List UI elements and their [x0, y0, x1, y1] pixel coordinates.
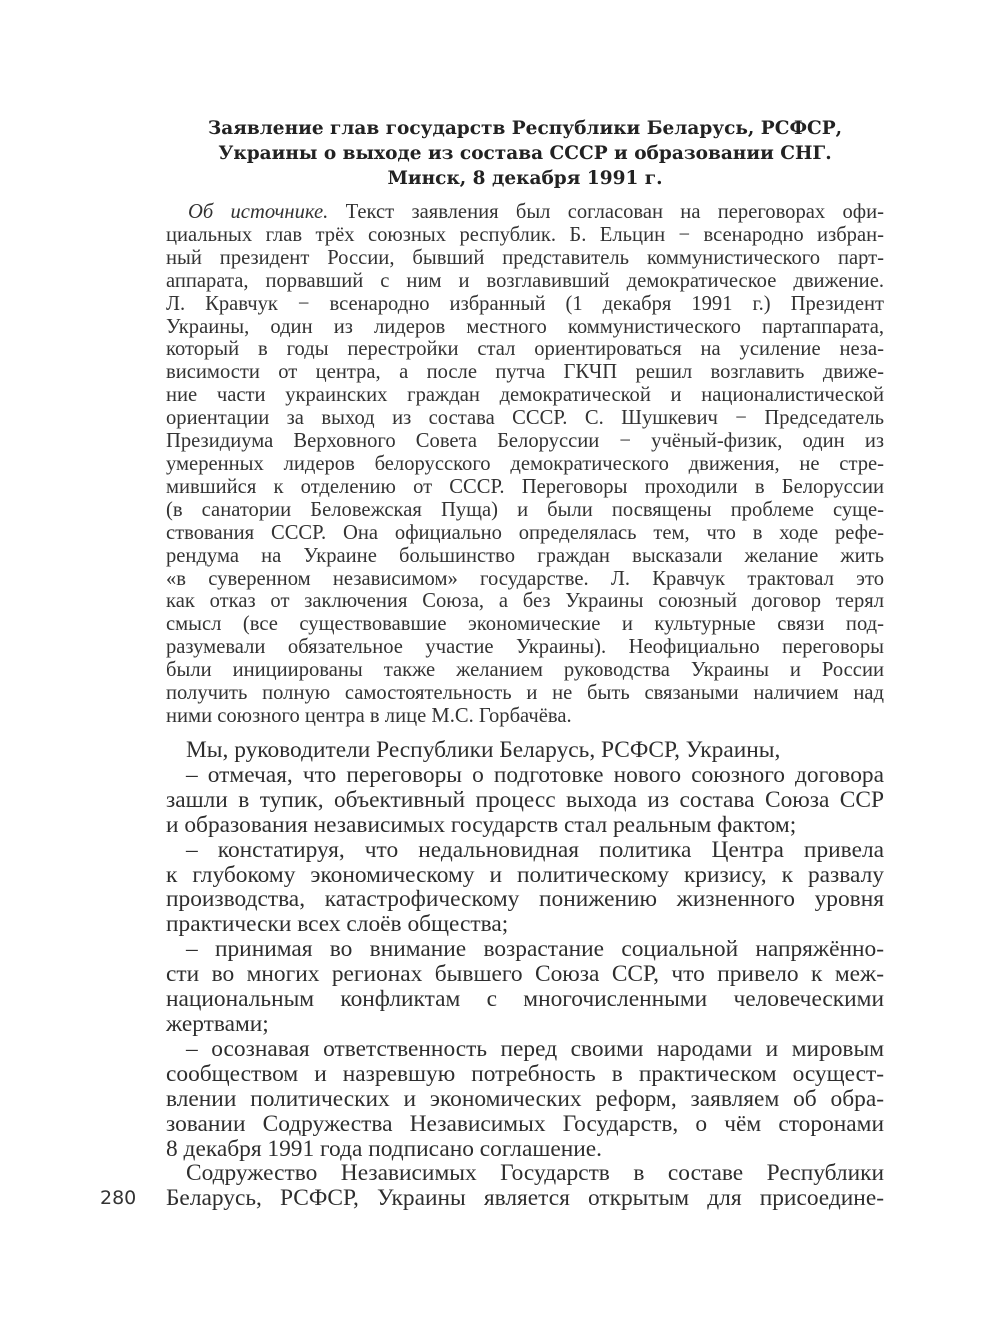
statement-line: к глубокому экономическому и политическому кризису, к развалу [166, 861, 884, 888]
source-note [166, 201, 884, 728]
line-text: разумевали обязательное участие Украины). Неофициально переговоры [166, 636, 884, 659]
source-note-line [166, 201, 884, 224]
line-text: были инициированы также желанием руководства Украины и России [166, 659, 884, 682]
line-text: аппарата, порвавший с ним и возглавивший демократическое движение. [166, 269, 884, 292]
source-note-lead: Об источнике. [188, 201, 329, 223]
source-note-line [166, 453, 884, 476]
statement-line: жертвами; [166, 1010, 269, 1037]
statement-line: и образования независимых государств стал реальным фактом; [166, 811, 797, 838]
source-note-line [166, 705, 884, 728]
source-note-line [166, 682, 884, 705]
statement-paragraph [166, 937, 884, 1037]
document-title [160, 116, 890, 191]
source-note-line [166, 568, 884, 591]
statement-line: – осознавая ответственность перед своими народами и мировым [186, 1035, 884, 1062]
title-line: Заявление глав государств Республики Беларусь, РСФСР, [207, 118, 843, 139]
statement-line: зашли в тупик, объективный процесс выхода из состава Союза ССР [166, 786, 884, 813]
source-note-line [166, 338, 884, 361]
statement-line: национальным конфликтам с многочисленными человеческими [166, 986, 884, 1013]
statement-line: сообществом и назревшую потребность в практическом осущест- [166, 1060, 884, 1087]
line-text: Украины, один из лидеров местного коммунистического партаппарата, [166, 315, 884, 338]
statement-line: производства, катастрофическому понижению жизненного уровня [166, 886, 884, 913]
title-line: Украины о выходе из состава СССР и образовании СНГ. [218, 143, 832, 164]
line-text: висимости от центра, а после путча ГКЧП решил возглавить движе- [166, 361, 884, 384]
statement-paragraph [166, 738, 884, 763]
statement-line: Содружество Независимых Государств в составе Республики [186, 1160, 884, 1187]
source-note-line [166, 270, 884, 293]
source-note-line [166, 590, 884, 613]
statement-line: зовании Содружества Независимых Государств, о чём сторонами [166, 1110, 884, 1137]
source-note-line [166, 247, 884, 270]
source-note-line [166, 384, 884, 407]
line-text: как отказ от заключения Союза, а без Украины союзный договор терял [166, 590, 884, 613]
statement-body [166, 738, 884, 1211]
line-text: «в суверенном независимом» государстве. Л. Кравчук трактовал это [166, 567, 884, 590]
line-text: умеренных лидеров белорусского демократического движения, не стре- [166, 452, 884, 475]
line-text: смысл (все существовавшие экономические и культурные связи под- [166, 613, 884, 636]
source-note-line [166, 499, 884, 522]
line-text: мившийся к отделению от СССР. Переговоры проходили в Белоруссии [166, 475, 884, 498]
line-text: ориентации за выход из состава СССР. С. Шушкевич − Председатель [166, 407, 884, 430]
source-note-line [166, 224, 884, 247]
statement-line: влении политических и экономических реформ, заявляем об обра- [166, 1085, 884, 1112]
line-text: ние части украинских граждан демократической и националистической [166, 384, 884, 407]
statement-line: практически всех слоёв общества; [166, 911, 509, 938]
title-line: Минск, 8 декабря 1991 г. [387, 168, 663, 189]
line-text: ный президент России, бывший представитель коммунистического парт- [166, 246, 884, 269]
statement-paragraph [166, 838, 884, 938]
statement-paragraph [166, 763, 884, 838]
statement-line: 8 декабря 1991 года подписано соглашение. [166, 1135, 602, 1162]
statement-paragraph [166, 1161, 884, 1211]
source-note-line [166, 545, 884, 568]
line-text: (в санатории Беловежская Пуща) и были посвящены проблеме суще- [166, 498, 884, 521]
statement-line: – констатируя, что недальновидная политика Центра привела [186, 836, 884, 863]
line-text: который в годы перестройки стал ориентироваться на усиление неза- [166, 338, 884, 361]
source-note-line [166, 659, 884, 682]
statement-line: сти во многих регионах бывшего Союза ССР, что привело к меж- [166, 961, 884, 988]
source-note-line [166, 476, 884, 499]
line-text: ствования СССР. Она официально определялась тем, что в ходе рефе- [166, 521, 884, 544]
source-note-line [166, 361, 884, 384]
line-text: получить полную самостоятельность и не быть связаными наличием над [166, 682, 884, 705]
statement-line: – отмечая, что переговоры о подготовке нового союзного договора [186, 761, 884, 788]
source-note-line [166, 430, 884, 453]
line-text: циальных глав трёх союзных республик. Б. Ельцин − всенародно избран- [166, 223, 884, 246]
statement-line: Мы, руководители Республики Беларусь, РСФСР, Украины, [186, 737, 781, 763]
line-text: Текст заявления был согласован на переговорах офи- [328, 201, 884, 223]
source-note-line [166, 636, 884, 659]
statement-line: – принимая во внимание возрастание социальной напряжённо- [186, 936, 884, 963]
line-text: ними союзного центра в лице М.С. Горбачёва. [166, 704, 572, 727]
line-text: Л. Кравчук − всенародно избранный (1 декабря 1991 г.) Президент [166, 292, 884, 315]
line-text: рендума на Украине большинство граждан высказали желание жить [166, 544, 884, 567]
line-text: Президиума Верховного Совета Белоруссии − учёный-физик, один из [166, 430, 884, 453]
source-note-line [166, 613, 884, 636]
source-note-line [166, 316, 884, 339]
source-note-line [166, 407, 884, 430]
source-note-line [166, 522, 884, 545]
page-number: 280 [100, 1187, 137, 1209]
statement-paragraph [166, 1037, 884, 1162]
source-note-line [166, 293, 884, 316]
statement-line: Беларусь, РСФСР, Украины является открытым для присоедине- [166, 1185, 884, 1212]
